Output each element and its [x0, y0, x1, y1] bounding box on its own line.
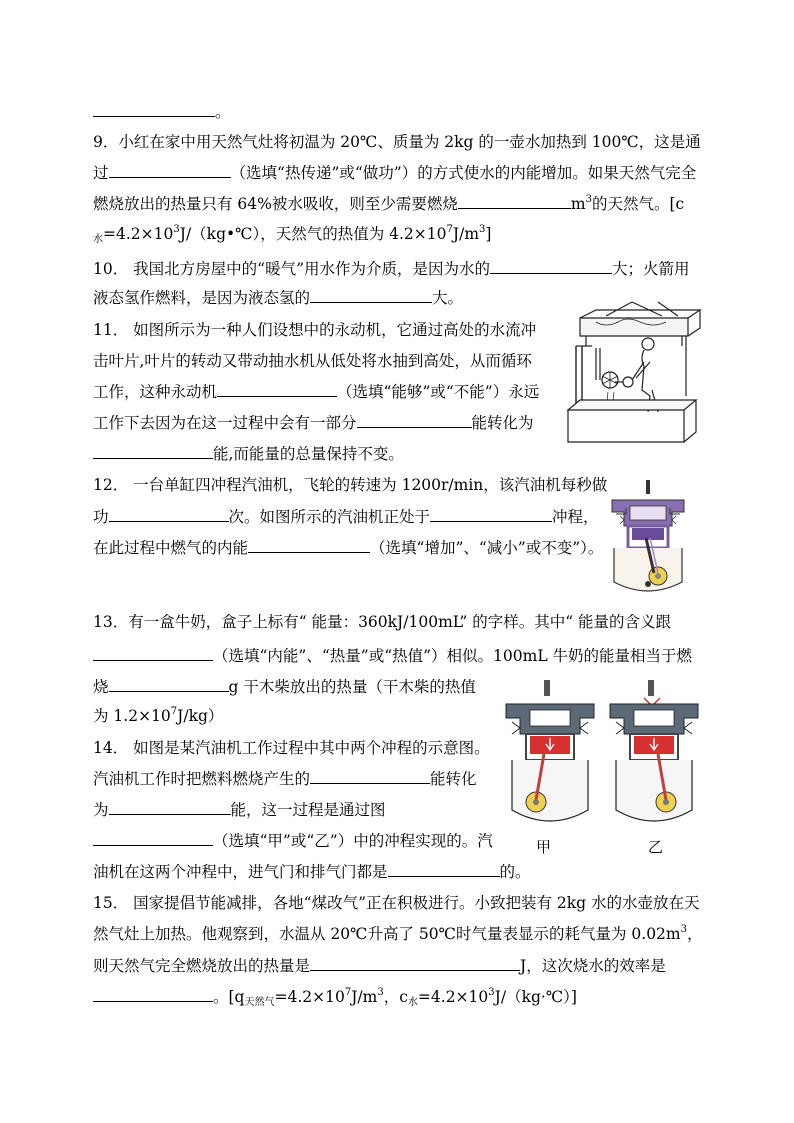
q14-line1: 14． 如图是某汽油机工作过程中其中两个冲程的示意图。 [93, 739, 490, 757]
q11-line4: 工作下去因为在这一过程中会有一部分 能转化为 [93, 414, 534, 432]
q15-line2: 然气灶上加热。他观察到，水温从 20℃升高了 50℃时气量表显示的耗气量为 $0.02m^3$， [93, 924, 703, 943]
q9-line3: 燃烧放出的热量只有 64%被水吸收，则至少需要燃烧 $m^3$的天然气。[c [93, 194, 685, 213]
q9-line4: $_水=4.2\times 10^3J/(kg•℃)$，天然气的热值为 $4.2\times 10^7J/m^3$] [93, 224, 492, 245]
q15-line3: 则天然气完全燃烧放出的热量是 J，这次烧水的效率是 [93, 957, 666, 975]
q14-line5: 油机在这两个冲程中，进气门和排气门都是 的。 [93, 863, 531, 881]
q12-line3: 在此过程中燃气的内能 （选填“增加”、“减小”或不变”）。 [93, 539, 604, 557]
q14-line2: 汽油机工作时把燃料燃烧产生的 能转化 [93, 770, 477, 788]
answer-blank[interactable] [248, 537, 370, 553]
answer-blank[interactable] [217, 381, 337, 397]
figure-caption-jia: 甲 [536, 838, 552, 856]
q10-line1: 10． 我国北方房屋中的“暖气”用水作为介质，是因为水的 大；火箭用 [93, 260, 690, 278]
answer-blank[interactable] [93, 101, 215, 117]
q15-line4: 。[$q_{天然气}=4.2\times 10^7J/m^3$，$c_水=4.2\times 10^3J/(kg\cdot℃)$] [93, 986, 577, 1007]
q9-line1: 9．小红在家中用天然气灶将初温为 20℃、质量为 2kg 的一壶水加热到 100℃，这是通 [93, 133, 701, 151]
answer-blank[interactable] [109, 506, 229, 522]
perpetual-motion-figure [566, 300, 704, 448]
q12-line2: 功 次。如图所示的汽油机正处于 冲程， [93, 508, 599, 526]
q11-line5: 能,而能量的总量保持不变。 [93, 443, 404, 464]
q13-line3: 烧 g 干木柴放出的热量（干木柴的热值 [93, 678, 476, 696]
answer-blank[interactable] [490, 258, 612, 274]
q13-line1: 13．有一盒牛奶，盒子上标有“ 能量：360kJ/100mL” 的字样。其中“ 能量的含义跟 [93, 613, 672, 631]
q8-tail: 。 [93, 101, 231, 122]
answer-blank[interactable] [93, 443, 213, 459]
answer-blank[interactable] [310, 768, 430, 784]
answer-blank[interactable] [310, 955, 520, 971]
answer-blank[interactable] [93, 986, 213, 1002]
engine-figure-jia [500, 678, 600, 828]
engine-stroke-figure [600, 478, 696, 596]
q14-line4: （选填“甲”或“乙”）中的冲程实现的。汽 [93, 830, 493, 851]
q13-line2: （选填“内能”、“热量”或“热值”）相似。100mL 牛奶的能量相当于燃 [93, 645, 692, 666]
engine-figure-yi [604, 678, 704, 828]
q14-line3: 为 能，这一过程是通过图 [93, 801, 386, 819]
answer-blank[interactable] [430, 506, 552, 522]
answer-blank[interactable] [93, 645, 213, 661]
answer-blank[interactable] [93, 830, 213, 846]
answer-blank[interactable] [357, 412, 472, 428]
q10-line2: 液态氢作燃料，是因为液态氢的 大。 [93, 289, 464, 307]
answer-blank[interactable] [109, 162, 231, 178]
answer-blank[interactable] [109, 799, 231, 815]
q15-line1: 15． 国家提倡节能减排，各地“煤改气”正在积极进行。小致把装有 2kg 水的水壶放在天 [93, 894, 700, 912]
q11-line3: 工作，这种永动机 （选填“能够”或“不能”）永远 [93, 383, 540, 401]
answer-blank[interactable] [458, 193, 571, 209]
answer-blank[interactable] [388, 861, 500, 877]
q11-line1: 11． 如图所示为一种人们设想中的永动机，它通过高处的水流冲 [93, 321, 537, 339]
answer-blank[interactable] [109, 676, 229, 692]
q13-line4: 为 $1.2\times 10^7J/kg$） [93, 706, 224, 725]
q9-line2: 过 （选填“热传递”或“做功”）的方式使水的内能增加。如果天然气完全 [93, 164, 697, 182]
figure-caption-yi: 乙 [648, 838, 664, 856]
q12-line1: 12． 一台单缸四冲程汽油机，飞轮的转速为 1200r/min，该汽油机每秒做 [93, 476, 608, 494]
answer-blank[interactable] [310, 287, 432, 303]
q11-line2: 击叶片,叶片的转动又带动抽水机从低处将水抽到高处，从而循环 [93, 352, 532, 370]
